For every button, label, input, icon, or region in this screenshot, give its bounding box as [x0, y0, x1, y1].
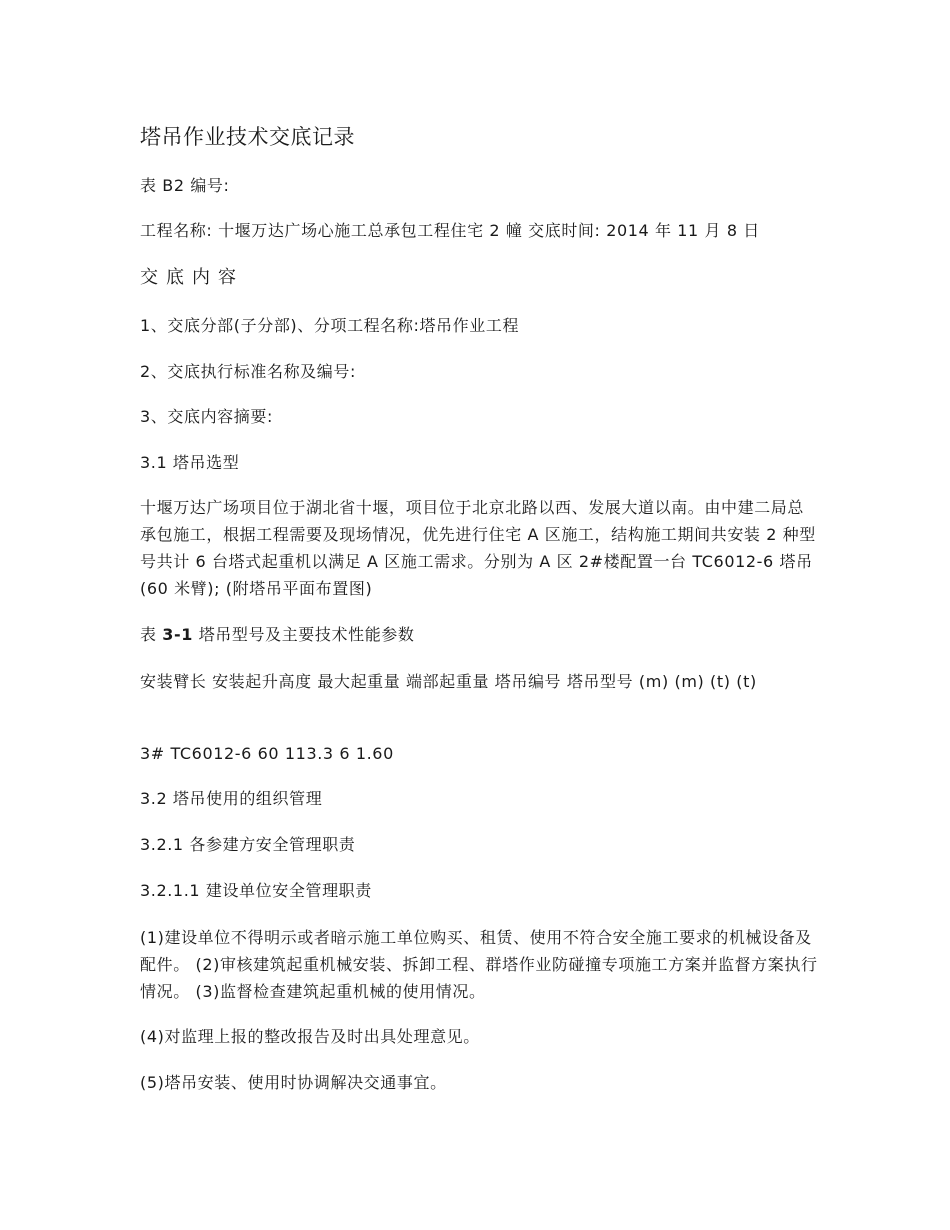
table-caption-text: 塔吊型号及主要技术性能参数	[193, 625, 415, 644]
document-title: 塔吊作业技术交底记录	[140, 125, 355, 149]
paragraph-3-1: 十堰万达广场项目位于湖北省十堰，项目位于北京北路以西、发展大道以南。由中建二局总承包施工，根据工程需要及现场情况，优先进行住宅 A 区施工，结构施工期间共安装 2 种型号共计 6 台塔式起重机以满足 A 区施工需求。分别为 A 区 2#楼配置一台 TC6012-6 塔吊(60 米臂); (附塔吊平面布置图)	[140, 498, 816, 598]
table-number: 表 B2 编号:	[140, 176, 230, 195]
heading-3-2: 3.2 塔吊使用的组织管理	[140, 789, 323, 808]
project-info-line: 工程名称: 十堰万达广场心施工总承包工程住宅 2 幢 交底时间: 2014 年 11 月 8 日	[140, 221, 760, 240]
duties-1-3: (1)建设单位不得明示或者暗示施工单位购买、租赁、使用不符合安全施工要求的机械设备及配件。 (2)审核建筑起重机械安装、拆卸工程、群塔作业防碰撞专项施工方案并监督方案执行情况。 (3)监督检查建筑起重机械的使用情况。	[140, 928, 818, 1001]
heading-3-2-1-1: 3.2.1.1 建设单位安全管理职责	[140, 881, 372, 900]
table-caption	[140, 622, 415, 648]
duty-4: (4)对监理上报的整改报告及时出具处理意见。	[140, 1027, 480, 1046]
table-caption-number: 3-1	[162, 625, 194, 644]
item-1: 1、交底分部(子分部)、分项工程名称:塔吊作业工程	[140, 316, 520, 335]
table-row-text: 3# TC6012-6 60 113.3 6 1.60	[140, 744, 394, 763]
table-header-text: 安装臂长 安装起升高度 最大起重量 端部起重量 塔吊编号 塔吊型号 (m) (m) (t) (t)	[140, 672, 757, 691]
section-header: 交底内容	[140, 267, 244, 288]
table-caption-prefix: 表	[140, 625, 163, 644]
heading-3-1: 3.1 塔吊选型	[140, 453, 240, 472]
item-2: 2、交底执行标准名称及编号:	[140, 362, 356, 381]
heading-3-2-1: 3.2.1 各参建方安全管理职责	[140, 835, 356, 854]
item-3: 3、交底内容摘要:	[140, 407, 273, 426]
duty-5: (5)塔吊安装、使用时协调解决交通事宜。	[140, 1073, 447, 1092]
